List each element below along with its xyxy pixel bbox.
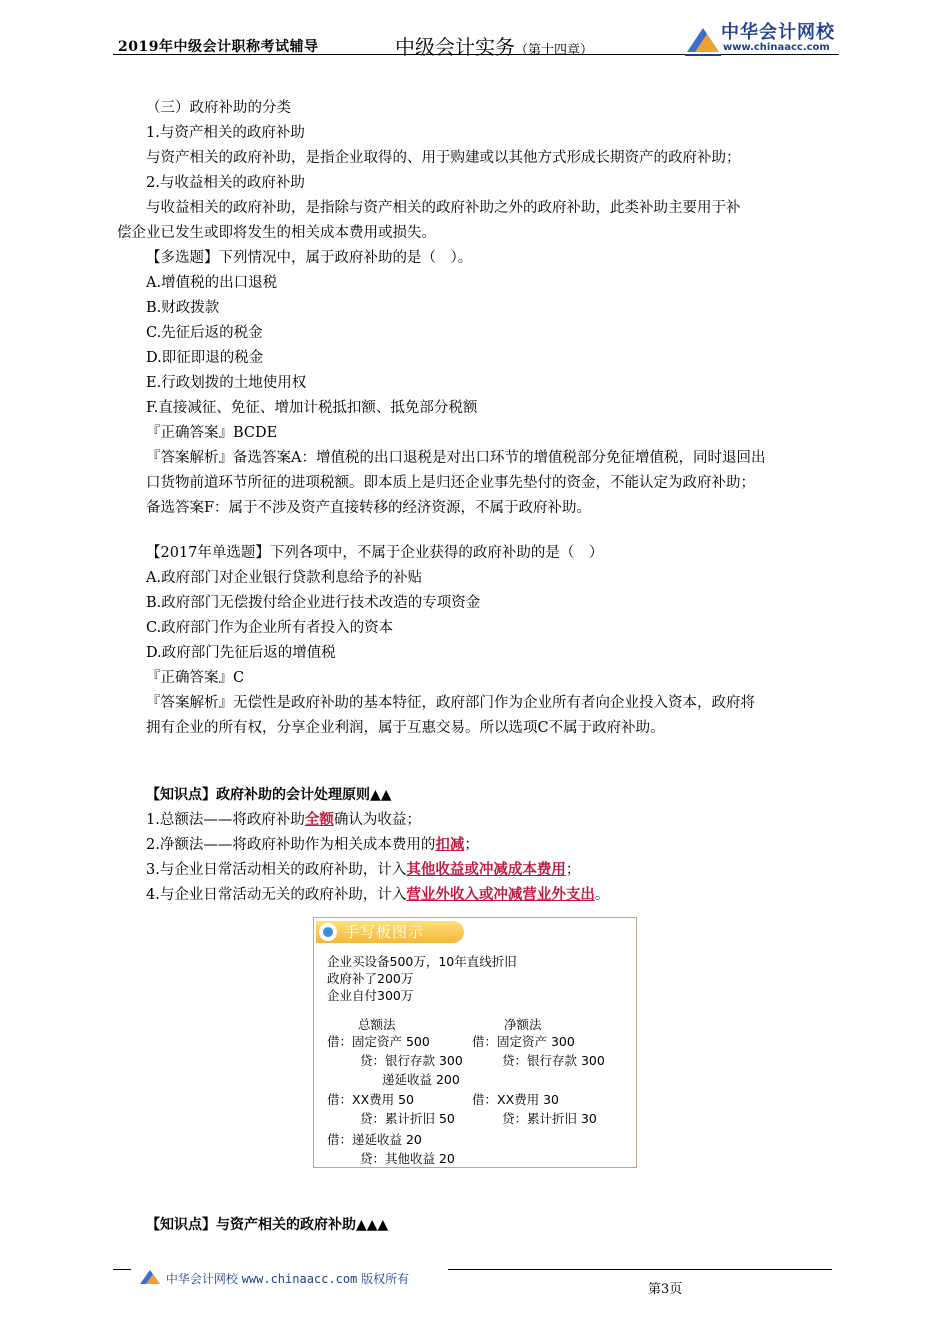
kp1-l2-pre: 2.净额法——将政府补助作为相关成本费用的 — [146, 837, 436, 853]
footer-rights: 版权所有 — [361, 1272, 410, 1286]
q2-stem: 【2017年单选题】下列各项中，不属于企业获得的政府补助的是（ ） — [146, 545, 604, 561]
footer-logo-icon — [138, 1268, 162, 1286]
hw-net-title: 净额法 — [504, 1017, 542, 1032]
kp1-l1-pre: 1.总额法——将政府补助 — [146, 812, 305, 828]
q1-option: E.行政划拨的土地使用权 — [146, 375, 307, 391]
item2-title: 2.与收益相关的政府补助 — [146, 175, 305, 191]
q1-answer: 『正确答案』BCDE — [146, 425, 278, 441]
kp1-l2-post: ； — [464, 837, 479, 853]
header-exam-title: 2019年中级会计职称考试辅导 — [118, 39, 319, 55]
q1-analysis-line1: 『答案解析』备选答案A：增值税的出口退税是对出口环节的增值税部分免征增值税，同时退回出 — [146, 450, 766, 466]
hw-gross-title: 总额法 — [358, 1017, 396, 1032]
hw-net-entry: 贷：累计折旧 30 — [502, 1111, 597, 1126]
footer-url: www.chinaacc.com — [241, 1272, 358, 1286]
kp1-l4-highlight: 营业外收入或冲减营业外支出 — [406, 887, 595, 903]
hw-gross-entry: 借：XX费用 50 — [327, 1092, 415, 1107]
q1-option: A.增值税的出口退税 — [146, 275, 278, 291]
footer-brand — [138, 1268, 409, 1287]
q2-answer: 『正确答案』C — [146, 670, 245, 686]
hw-gross-entry: 递延收益 200 — [382, 1072, 460, 1087]
kp1-l4-pre: 4.与企业日常活动无关的政府补助，计入 — [146, 887, 407, 903]
kp1-l2-highlight: 扣减 — [435, 837, 465, 853]
kp1-l3-pre: 3.与企业日常活动相关的政府补助，计入 — [146, 862, 407, 878]
handwriting-tab-label: 手写板图示 — [344, 923, 425, 941]
hw-line1: 企业买设备500万，10年直线折旧 — [327, 954, 517, 969]
q2-option: B.政府部门无偿拨付给企业进行技术改造的专项资金 — [146, 595, 481, 611]
item1-title: 1.与资产相关的政府补助 — [146, 125, 305, 141]
footer-rule-right — [448, 1269, 832, 1270]
subject-title: 中级会计实务 — [395, 35, 515, 59]
kp1-title — [146, 783, 846, 808]
hw-line2: 政府补了200万 — [327, 971, 414, 986]
kp1-l1-highlight: 全额 — [304, 812, 334, 828]
hw-gross-entry: 贷：银行存款 300 — [360, 1053, 463, 1068]
document-body — [117, 96, 846, 908]
header-subject — [395, 31, 593, 60]
q2-option: C.政府部门作为企业所有者投入的资本 — [146, 620, 394, 636]
hw-gross-entry: 借：固定资产 500 — [327, 1034, 430, 1049]
kp1-title-text: 【知识点】政府补助的会计处理原则▲▲ — [146, 787, 392, 803]
brand-logo — [683, 20, 843, 60]
handwriting-tab — [316, 921, 464, 943]
q1-option: B.财政拨款 — [146, 300, 220, 316]
logo-name: 中华会计网校 — [721, 22, 835, 43]
section-heading: （三）政府补助的分类 — [146, 100, 291, 116]
hw-net-entry: 贷：银行存款 300 — [502, 1053, 605, 1068]
hw-net-entry: 借：固定资产 300 — [472, 1034, 575, 1049]
hw-net-entry: 借：XX费用 30 — [472, 1092, 560, 1107]
q1-stem: 【多选题】下列情况中，属于政府补助的是（ ）。 — [146, 250, 473, 266]
kp1-line3 — [146, 858, 846, 883]
hw-gross-entry: 贷：其他收益 20 — [360, 1151, 455, 1166]
q1-analysis-line2: 口货物前道环节所征的进项税额。即本质上是归还企业事先垫付的资金，不能认定为政府补助； — [146, 475, 755, 491]
q1-option: F.直接减征、免征、增加计税抵扣额、抵免部分税额 — [146, 400, 478, 416]
page-number: 第3页 — [648, 1282, 683, 1297]
q2-option: D.政府部门先征后返的增值税 — [146, 645, 336, 661]
item1-text: 与资产相关的政府补助，是指企业取得的、用于购建或以其他方式形成长期资产的政府补助； — [146, 150, 741, 166]
logo-triangle-icon — [683, 24, 723, 56]
kp1-l1-post: 确认为收益； — [333, 812, 421, 828]
item2-text-line1: 与收益相关的政府补助，是指除与资产相关的政府补助之外的政府补助，此类补助主要用于补 — [146, 200, 741, 216]
chapter-label: （第十四章） — [515, 43, 594, 58]
q1-analysis-line3: 备选答案F：属于不涉及资产直接转移的经济资源，不属于政府补助。 — [146, 500, 592, 516]
pen-icon — [319, 923, 337, 941]
q2-analysis-line1: 『答案解析』无偿性是政府补助的基本特征，政府部门作为企业所有者向企业投入资本，政府将 — [146, 695, 755, 711]
logo-url: www.chinaacc.com — [723, 42, 830, 53]
hw-gross-entry: 借：递延收益 20 — [327, 1132, 422, 1147]
q2-option: A.政府部门对企业银行贷款利息给予的补贴 — [146, 570, 423, 586]
item2-text-line2: 偿企业已发生或即将发生的相关成本费用或损失。 — [117, 225, 436, 241]
q1-option: D.即征即退的税金 — [146, 350, 264, 366]
kp2-title: 【知识点】与资产相关的政府补助▲▲▲ — [146, 1217, 389, 1233]
footer-rule-left — [113, 1269, 131, 1270]
footer-logo-text: 中华会计网校 — [165, 1272, 238, 1286]
kp1-l4-post: 。 — [594, 887, 610, 903]
hw-line3: 企业自付300万 — [327, 988, 414, 1003]
handwriting-board — [313, 917, 637, 1168]
kp1-line4 — [146, 883, 846, 908]
kp1-line1 — [146, 808, 846, 833]
hw-gross-entry: 贷：累计折旧 50 — [360, 1111, 455, 1126]
kp1-l3-highlight: 其他收益或冲减成本费用 — [406, 862, 566, 878]
q1-option: C.先征后返的税金 — [146, 325, 263, 341]
kp1-l3-post: ； — [565, 862, 581, 878]
kp1-line2 — [146, 833, 846, 858]
q2-analysis-line2: 拥有企业的所有权，分享企业利润，属于互惠交易。所以选项C不属于政府补助。 — [146, 720, 665, 736]
